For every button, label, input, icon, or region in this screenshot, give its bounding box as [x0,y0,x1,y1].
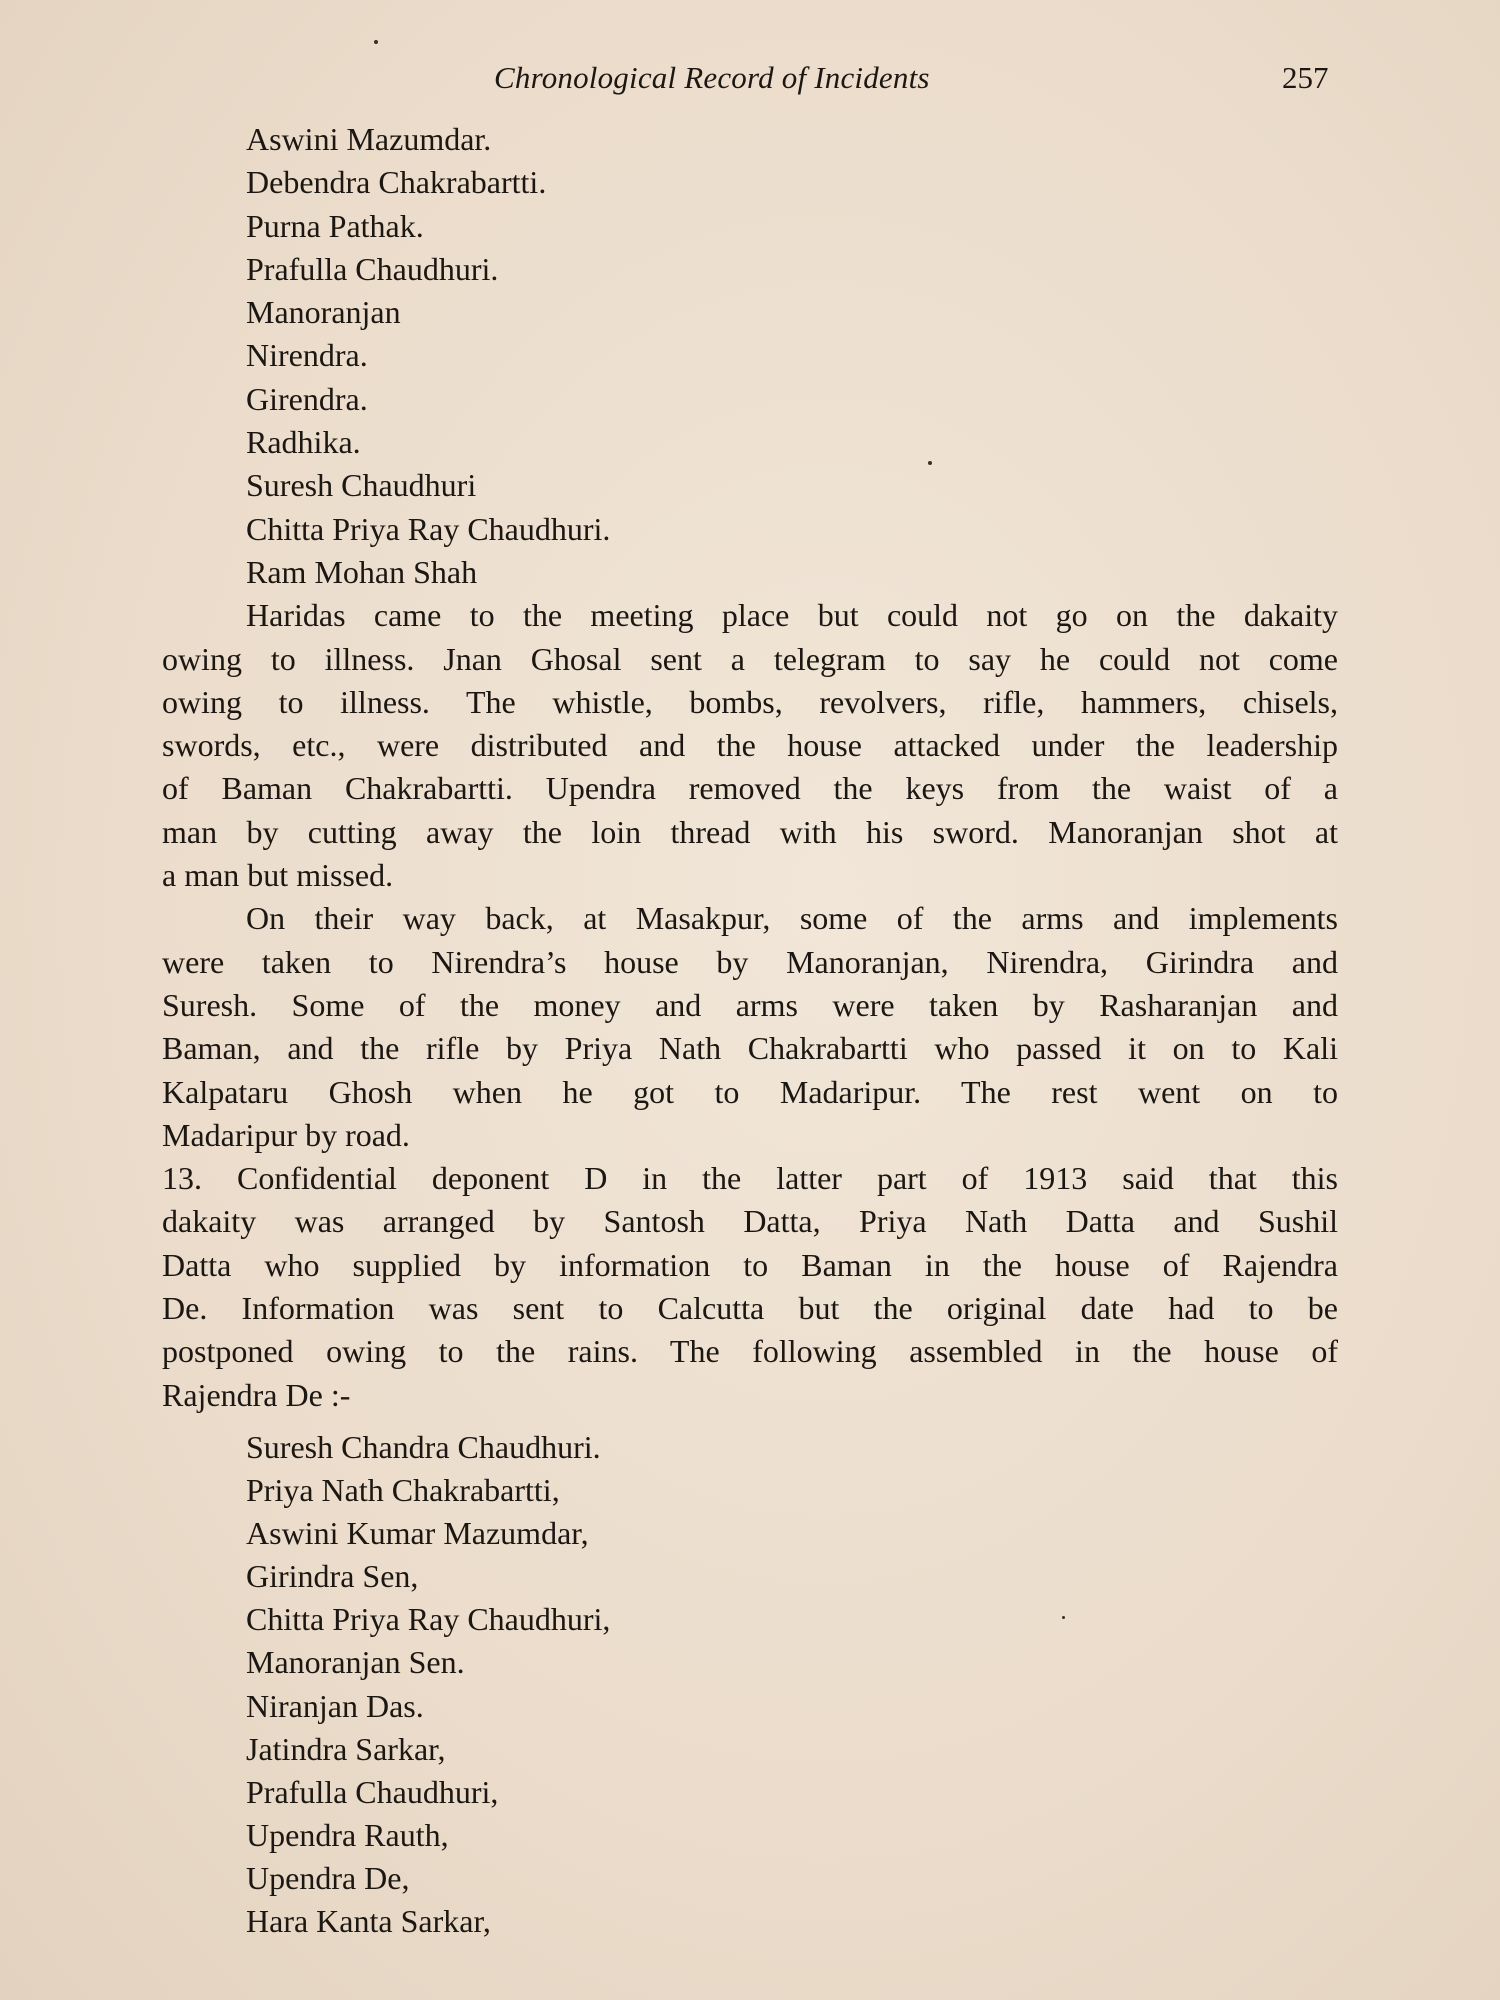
list-item: Radhika. [246,424,361,461]
list-item: Prafulla Chaudhuri. [246,250,499,287]
list-item: Upendra Rauth, [246,1816,449,1853]
paragraph-dakaity-attack [162,594,1338,897]
list-item: Chitta Priya Ray Chaudhuri, [246,1601,611,1638]
paragraph-line: postponed owing to the rains. The following assembled in the house of [162,1333,1338,1370]
paragraph-line: De. Information was sent to Calcutta but the original date had to be [162,1290,1338,1327]
paragraph-line: dakaity was arranged by Santosh Datta, Priya Nath Datta and Sushil [162,1203,1338,1240]
paragraph-line: Haridas came to the meeting place but could not go on the dakaity [246,597,1338,634]
list-item: Manoranjan Sen. [246,1644,465,1681]
paragraph-line: Rajendra De :- [162,1376,351,1413]
list-item: Prafulla Chaudhuri, [246,1773,499,1810]
paragraph-line: swords, etc., were distributed and the house attacked under the leadership [162,727,1338,764]
print-speck [374,40,378,44]
list-item: Suresh Chandra Chaudhuri. [246,1429,601,1465]
paragraph-line: Baman, and the rifle by Priya Nath Chakrabartti who passed it on to Kali [162,1030,1338,1067]
list-item: Niranjan Das. [246,1687,424,1724]
list-item: Priya Nath Chakrabartti, [246,1472,560,1509]
paragraph-line: 13. Confidential deponent D in the latter part of 1913 said that this [162,1160,1338,1197]
page-header [0,56,1500,100]
list-item: Upendra De, [246,1859,410,1896]
paragraph-13-confidential-deponent [162,1157,1338,1417]
names-list-1 [162,118,1338,594]
paragraph-line: of Baman Chakrabartti. Upendra removed the keys from the waist of a [162,770,1338,807]
paragraph-line: Madaripur by road. [162,1116,410,1153]
paragraph-line: Suresh. Some of the money and arms were taken by Rasharanjan and [162,986,1338,1023]
list-item: Girindra Sen, [246,1558,419,1595]
list-item: Purna Pathak. [246,207,424,244]
paragraph-line: On their way back, at Masakpur, some of the arms and implements [246,900,1338,937]
page-number: 257 [1282,60,1329,95]
list-item: Manoranjan [246,294,401,331]
paragraph-line: owing to illness. The whistle, bombs, revolvers, rifle, hammers, chisels, [162,683,1338,720]
paragraph-line: Kalpataru Ghosh when he got to Madaripur. The rest went on to [162,1073,1338,1110]
paragraph-line: a man but missed. [162,857,394,894]
running-head: Chronological Record of Incidents [494,60,930,95]
print-speck [928,461,932,465]
list-item: Nirendra. [246,337,368,374]
list-item: Suresh Chaudhuri [246,467,477,504]
list-item: Aswini Kumar Mazumdar, [246,1515,589,1552]
list-item: Ram Mohan Shah [246,553,478,590]
list-item: Jatindra Sarkar, [246,1730,446,1767]
list-item: Debendra Chakrabartti. [246,164,547,201]
paragraph-way-back [162,897,1338,1157]
paragraph-line: Datta who supplied by information to Baman in the house of Rajendra [162,1246,1338,1283]
print-speck [1062,1616,1065,1619]
paragraph-line: were taken to Nirendra’s house by Manoranjan, Nirendra, Girindra and [162,943,1338,980]
list-item: Hara Kanta Sarkar, [246,1903,491,1940]
names-list-2 [162,1426,1338,1943]
list-item: Girendra. [246,380,368,417]
page-body [162,118,1338,1417]
list-item: Chitta Priya Ray Chaudhuri. [246,510,611,547]
paragraph-line: owing to illness. Jnan Ghosal sent a telegram to say he could not come [162,640,1338,677]
paragraph-line: man by cutting away the loin thread with his sword. Manoranjan shot at [162,813,1338,850]
list-item: Aswini Mazumdar. [246,121,492,157]
